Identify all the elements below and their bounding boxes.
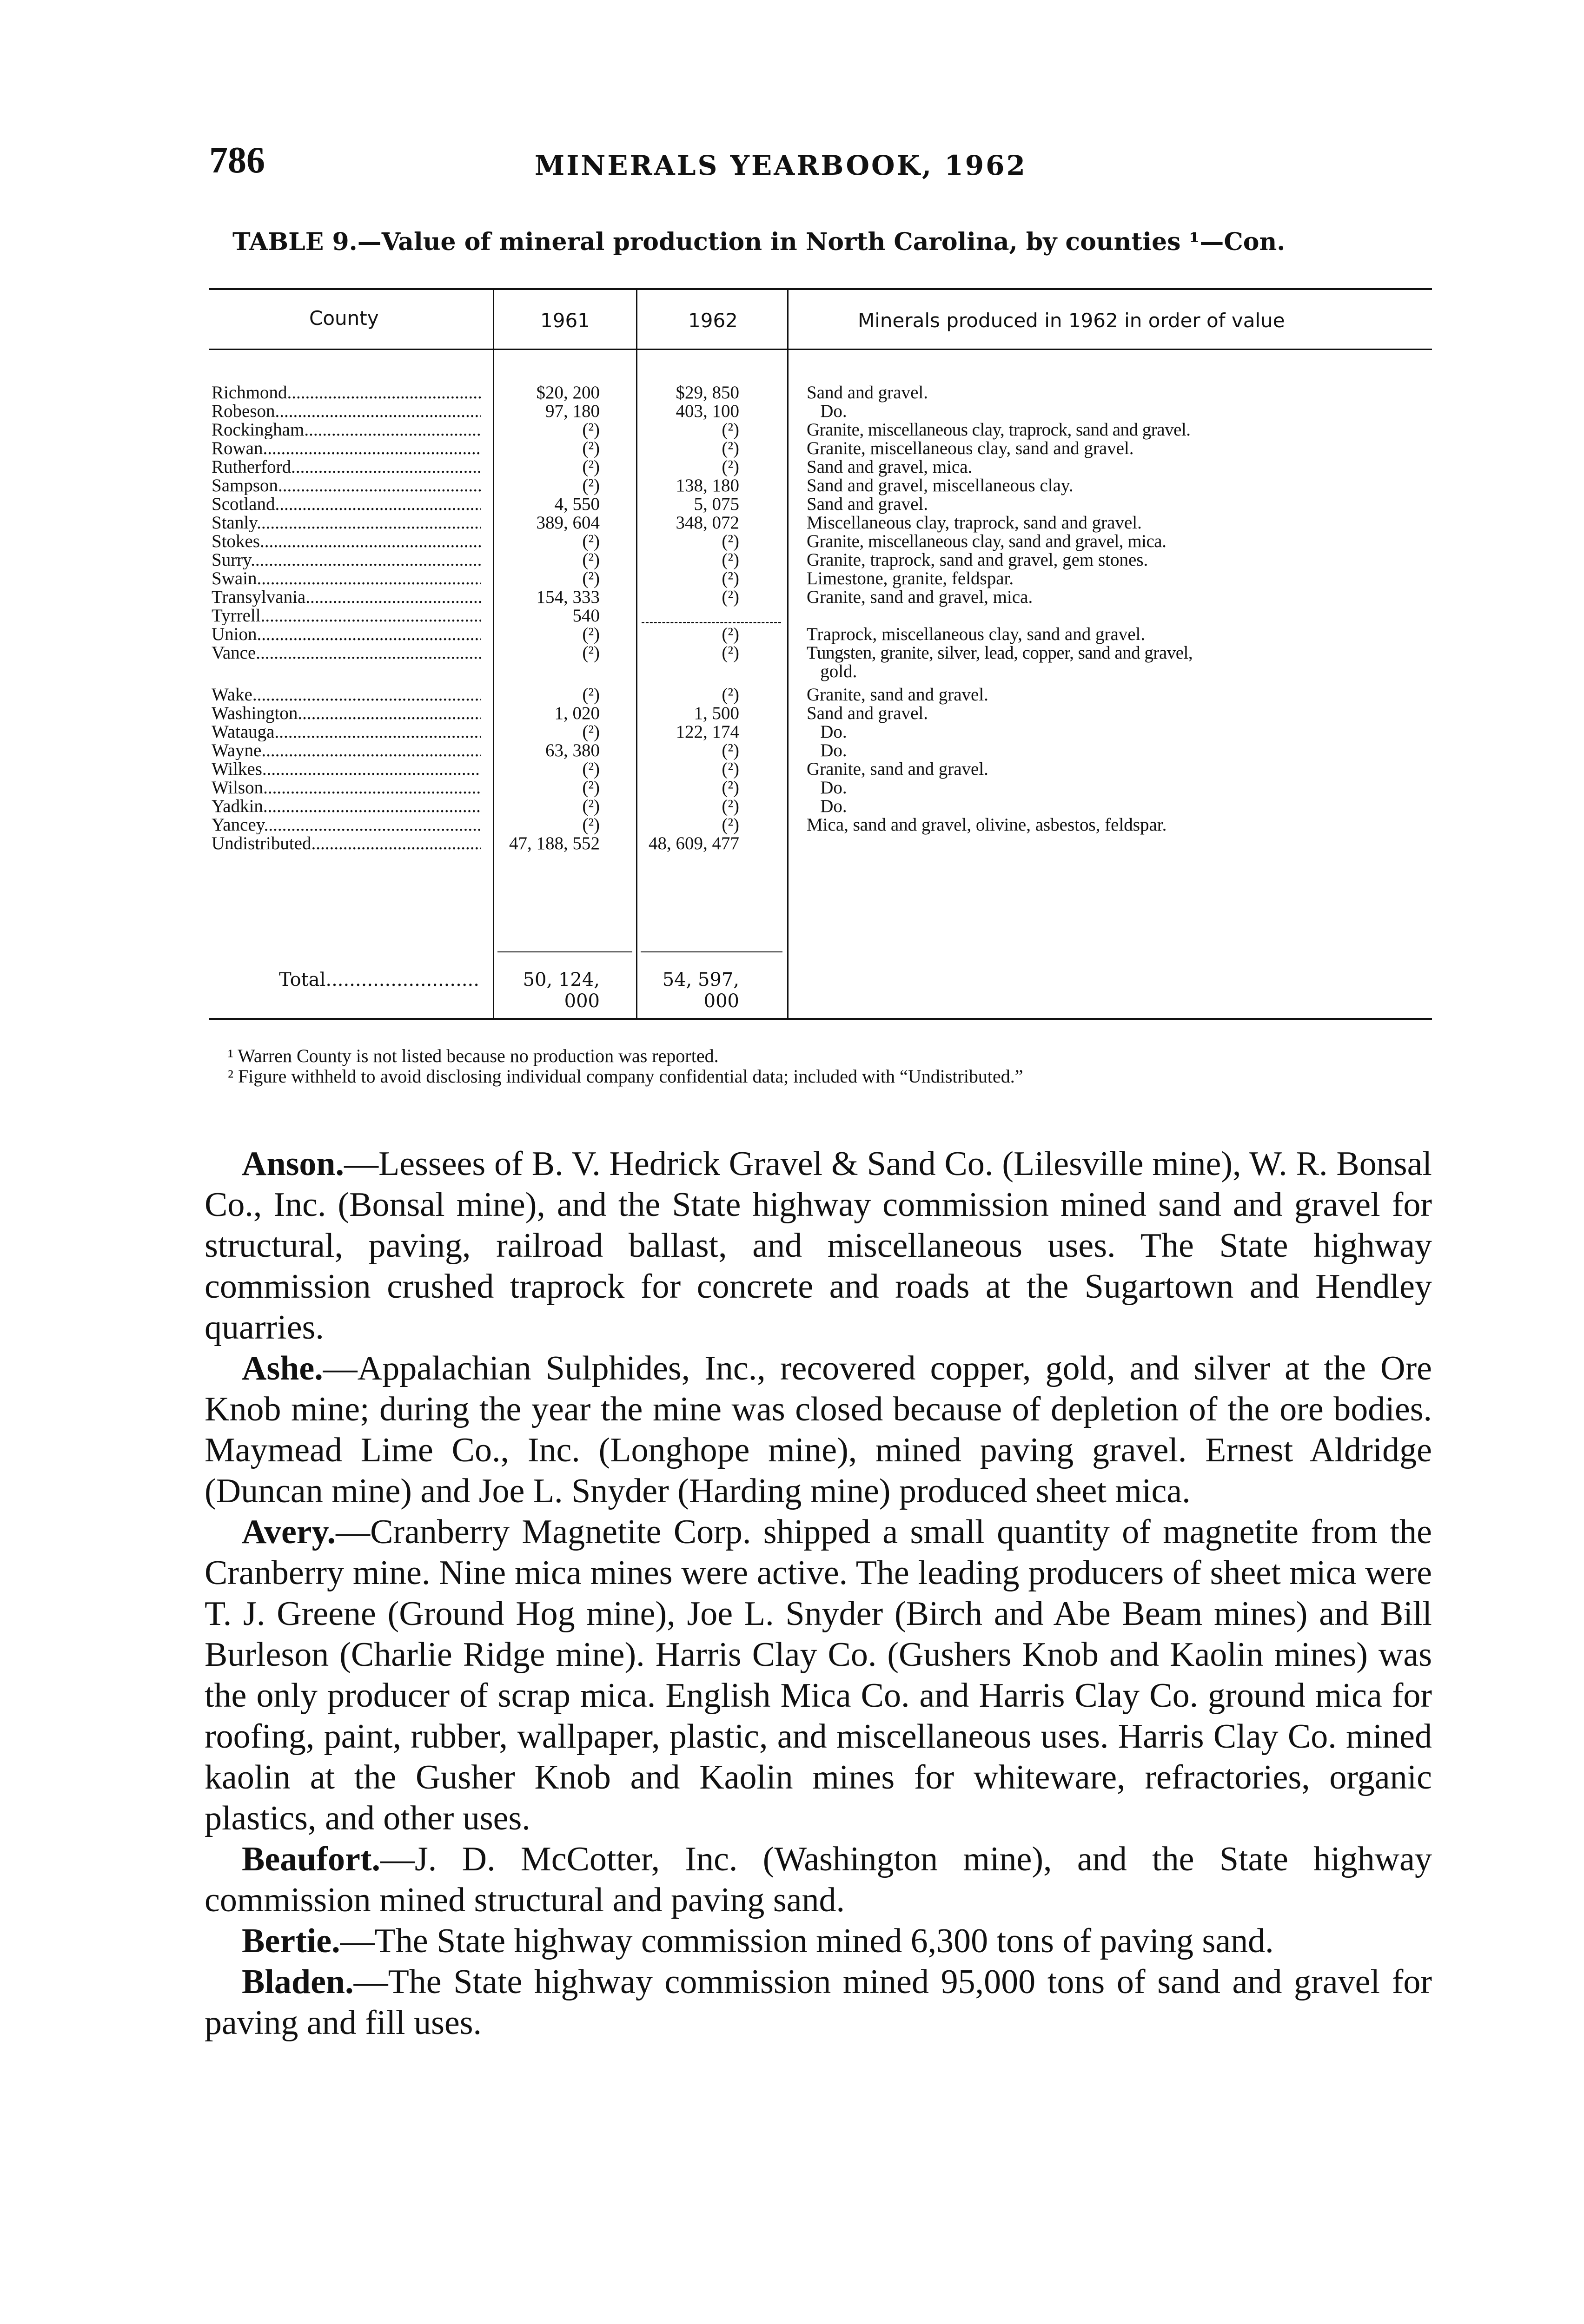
column-header-county: County	[309, 307, 379, 330]
footnotes	[209, 1046, 1432, 1087]
value-1962-cell: (²)	[722, 550, 739, 570]
value-1961-cell: 154, 333	[536, 587, 600, 607]
county-cell: Wake .....	[212, 686, 481, 704]
value-1962-cell: (²)	[722, 643, 739, 663]
county-cell: Sampson .....	[212, 476, 481, 495]
value-1962-cell: (²)	[722, 624, 739, 644]
value-1962-cell: 138, 180	[676, 475, 739, 495]
sum-rule-1961	[497, 951, 632, 952]
value-1962-cell: (²)	[722, 568, 739, 588]
minerals-cell: gold.	[807, 661, 857, 681]
table-row	[209, 625, 1432, 644]
county-cell: Undistributed .....	[212, 834, 481, 853]
county-cell: Yadkin .....	[212, 797, 481, 816]
county-heading: Avery.	[242, 1513, 336, 1551]
county-heading: Bertie.	[242, 1922, 340, 1960]
county-heading: Anson.	[242, 1145, 345, 1183]
value-1962-cell: (²)	[722, 740, 739, 760]
value-1961-cell: (²)	[582, 722, 600, 742]
table-row	[209, 607, 1432, 625]
value-1962-cell: 122, 174	[676, 722, 739, 742]
value-1961-cell: 63, 380	[545, 740, 600, 760]
county-cell: Union .....	[212, 625, 481, 644]
total-1962: 54, 597, 000	[662, 969, 739, 1012]
county-cell: Robeson .....	[212, 402, 481, 421]
table-row	[209, 686, 1432, 704]
paragraph-avery	[205, 1512, 1432, 1839]
minerals-cell: Granite, sand and gravel.	[807, 759, 988, 779]
county-cell: Transylvania .....	[212, 588, 481, 607]
paragraph-bladen	[205, 1961, 1432, 2043]
minerals-cell: Sand and gravel.	[807, 494, 928, 514]
value-1961-cell: 97, 180	[545, 401, 600, 421]
county-cell: Watauga .....	[212, 723, 481, 741]
value-1962-cell: (²)	[722, 420, 739, 440]
value-1961-cell: 540	[572, 606, 600, 626]
county-cell: Rutherford .....	[212, 458, 481, 476]
value-1961-cell: (²)	[582, 759, 600, 779]
value-1961-cell: (²)	[582, 643, 600, 663]
minerals-cell: Mica, sand and gravel, olivine, asbestos, feldspar.	[807, 815, 1167, 835]
column-header-1962: 1962	[688, 309, 738, 332]
minerals-cell: Limestone, granite, feldspar.	[807, 568, 1014, 588]
table-row	[209, 514, 1432, 532]
county-cell: Tyrrell .....	[212, 607, 481, 625]
table-row	[209, 421, 1432, 439]
running-title: MINERALS YEARBOOK, 1962	[535, 150, 1027, 181]
table-row	[209, 779, 1432, 797]
minerals-cell: Sand and gravel.	[807, 703, 928, 723]
value-1962-cell: (²)	[722, 457, 739, 477]
county-cell: Wilson .....	[212, 779, 481, 797]
minerals-cell: Granite, sand and gravel.	[807, 685, 988, 705]
value-1961-cell: (²)	[582, 624, 600, 644]
paragraph-text: —The State highway commission mined 95,000 tons of sand and gravel for paving and fill uses.	[205, 1963, 1432, 2042]
table-row	[209, 723, 1432, 741]
table-row	[209, 644, 1432, 662]
total-label: Total .....	[279, 969, 479, 990]
table-title: TABLE 9.—Value of mineral production in North Carolina, by counties ¹—Con.	[232, 228, 1286, 256]
value-1961-cell: $20, 200	[536, 383, 600, 403]
value-1962-cell: $29, 850	[676, 383, 739, 403]
table-row	[209, 439, 1432, 458]
table-row	[209, 383, 1432, 402]
value-1961-cell: (²)	[582, 457, 600, 477]
table-row	[209, 760, 1432, 779]
value-1962-cell: 48, 609, 477	[649, 833, 739, 853]
value-1962-cell: (²)	[722, 531, 739, 551]
table-top-rule	[209, 288, 1432, 290]
table-row	[209, 662, 1432, 681]
value-1961-cell: (²)	[582, 438, 600, 458]
paragraph-text: —Cranberry Magnetite Corp. shipped a small quantity of magnetite from the Cranberry mine. Nine mica mines were active. The leading producers of sheet mica were T. J. Greene (Ground Hog mine), Joe L. Snyder (Birch and Abe Beam mines) and Bill Burleson (Charlie Ridge mine). Harris Clay Co. (Gushers Knob and Kaolin mines) was the only producer of scrap mica. English Mica Co. and Harris Clay Co. ground mica for roofing, paint, rubber, wallpaper, plastic, and miscellaneous uses. Harris Clay Co. mined kaolin at the Gusher Knob and Kaolin mines for whiteware, refractories, organic plastics, and other uses.	[205, 1513, 1432, 1837]
minerals-cell: Sand and gravel.	[807, 383, 928, 403]
paragraph-text: —The State highway commission mined 6,300 tons of paving sand.	[340, 1922, 1274, 1960]
county-cell: Vance .....	[212, 644, 481, 662]
county-heading: Bladen.	[242, 1963, 354, 2001]
value-1961-cell: (²)	[582, 778, 600, 798]
value-1961-cell: 1, 020	[554, 703, 600, 723]
minerals-cell: Granite, miscellaneous clay, traprock, sand and gravel.	[807, 420, 1191, 440]
value-1962-cell: (²)	[722, 815, 739, 835]
minerals-cell: Do.	[807, 778, 847, 798]
minerals-cell: Do.	[807, 740, 847, 760]
county-cell: Swain .....	[212, 569, 481, 588]
minerals-cell: Sand and gravel, mica.	[807, 457, 973, 477]
table-row	[209, 588, 1432, 607]
value-1962-cell: (²)	[722, 796, 739, 816]
minerals-cell: Sand and gravel, miscellaneous clay.	[807, 475, 1074, 495]
county-cell: Wayne .....	[212, 741, 481, 760]
county-cell: Stanly .....	[212, 514, 481, 532]
value-1962-cell: (²)	[722, 438, 739, 458]
county-cell: Stokes .....	[212, 532, 481, 551]
table-row	[209, 569, 1432, 588]
value-1962-cell: 1, 500	[694, 703, 739, 723]
value-1961-cell: 4, 550	[554, 494, 600, 514]
county-cell: Surry .....	[212, 551, 481, 569]
value-1962-cell: 348, 072	[676, 513, 739, 533]
value-1962-cell: 403, 100	[676, 401, 739, 421]
value-1961-cell: (²)	[582, 568, 600, 588]
footnote-2: ² Figure withheld to avoid disclosing individual company confidential data; included with “Undistributed.”	[228, 1066, 1023, 1087]
paragraph-text: —J. D. McCotter, Inc. (Washington mine), and the State highway commission mined structural and paving sand.	[205, 1840, 1432, 1919]
table-row	[209, 402, 1432, 421]
county-cell: Wilkes .....	[212, 760, 481, 779]
paragraph-bertie	[205, 1921, 1432, 1961]
county-cell: Rockingham .....	[212, 421, 481, 439]
minerals-cell: Tungsten, granite, silver, lead, copper, sand and gravel,	[807, 643, 1193, 663]
county-cell: Richmond .....	[212, 383, 481, 402]
page-header	[209, 139, 1432, 195]
county-cell: Washington .....	[212, 704, 481, 723]
minerals-cell: Granite, miscellaneous clay, sand and gravel, mica.	[807, 531, 1166, 551]
value-1961-cell: (²)	[582, 531, 600, 551]
county-cell: Rowan .....	[212, 439, 481, 458]
paragraph-ashe	[205, 1348, 1432, 1512]
paragraph-beaufort	[205, 1839, 1432, 1921]
minerals-cell: Granite, sand and gravel, mica.	[807, 587, 1033, 607]
value-1962-cell: 5, 075	[694, 494, 739, 514]
county-heading: Ashe.	[242, 1349, 323, 1387]
value-1961-cell: (²)	[582, 685, 600, 705]
value-1962-cell: (²)	[722, 685, 739, 705]
value-1961-cell: (²)	[582, 420, 600, 440]
table-row	[209, 834, 1432, 853]
footnote-1: ¹ Warren County is not listed because no production was reported.	[228, 1045, 719, 1066]
minerals-cell: Do.	[807, 722, 847, 742]
paragraph-text: —Lessees of B. V. Hedrick Gravel & Sand Co. (Lilesville mine), W. R. Bonsal Co., Inc. (Bonsal mine), and the State highway commission mined sand and gravel for structural, paving, railroad ballast, and miscellaneous uses. The State highway commission crushed traprock for concrete and roads at the Sugartown and Hendley quarries.	[205, 1145, 1432, 1347]
minerals-cell: Traprock, miscellaneous clay, sand and gravel.	[807, 624, 1146, 644]
tyrrell-dash-rule	[642, 622, 781, 623]
county-cell: Scotland .....	[212, 495, 481, 514]
table-row	[209, 797, 1432, 816]
value-1962-cell: (²)	[722, 587, 739, 607]
value-1961-cell: (²)	[582, 796, 600, 816]
paragraph-text: —Appalachian Sulphides, Inc., recovered copper, gold, and silver at the Ore Knob mine; during the year the mine was closed because of depletion of the ore bodies. Maymead Lime Co., Inc. (Longhope mine), mined paving gravel. Ernest Aldridge (Duncan mine) and Joe L. Snyder (Harding mine) produced sheet mica.	[205, 1349, 1432, 1510]
minerals-cell: Do.	[807, 401, 847, 421]
county-heading: Beaufort.	[242, 1840, 380, 1878]
value-1961-cell: 47, 188, 552	[509, 833, 600, 853]
value-1962-cell: (²)	[722, 759, 739, 779]
table-row	[209, 704, 1432, 723]
paragraph-anson	[205, 1143, 1432, 1348]
county-cell: Yancey .....	[212, 816, 481, 834]
minerals-cell: Miscellaneous clay, traprock, sand and gravel.	[807, 513, 1142, 533]
body-text	[205, 1143, 1432, 2043]
value-1961-cell: (²)	[582, 815, 600, 835]
data-table	[209, 279, 1432, 1032]
page-number: 786	[209, 140, 265, 181]
table-row	[209, 532, 1432, 551]
value-1961-cell: (²)	[582, 550, 600, 570]
minerals-cell: Do.	[807, 796, 847, 816]
total-1961: 50, 124, 000	[523, 969, 600, 1012]
table-row	[209, 458, 1432, 476]
sum-rule-1962	[641, 951, 782, 952]
column-header-minerals: Minerals produced in 1962 in order of value	[858, 309, 1285, 332]
column-header-1961: 1961	[540, 309, 590, 332]
value-1961-cell: 389, 604	[536, 513, 600, 533]
table-row	[209, 476, 1432, 495]
minerals-cell: Granite, miscellaneous clay, sand and gravel.	[807, 438, 1134, 458]
table-row	[209, 495, 1432, 514]
value-1962-cell: (²)	[722, 778, 739, 798]
table-row	[209, 816, 1432, 834]
value-1961-cell: (²)	[582, 475, 600, 495]
minerals-cell: Granite, traprock, sand and gravel, gem stones.	[807, 550, 1148, 570]
table-bottom-rule	[209, 1018, 1432, 1020]
table-row	[209, 741, 1432, 760]
table-row	[209, 551, 1432, 569]
table-header-rule	[209, 349, 1432, 350]
